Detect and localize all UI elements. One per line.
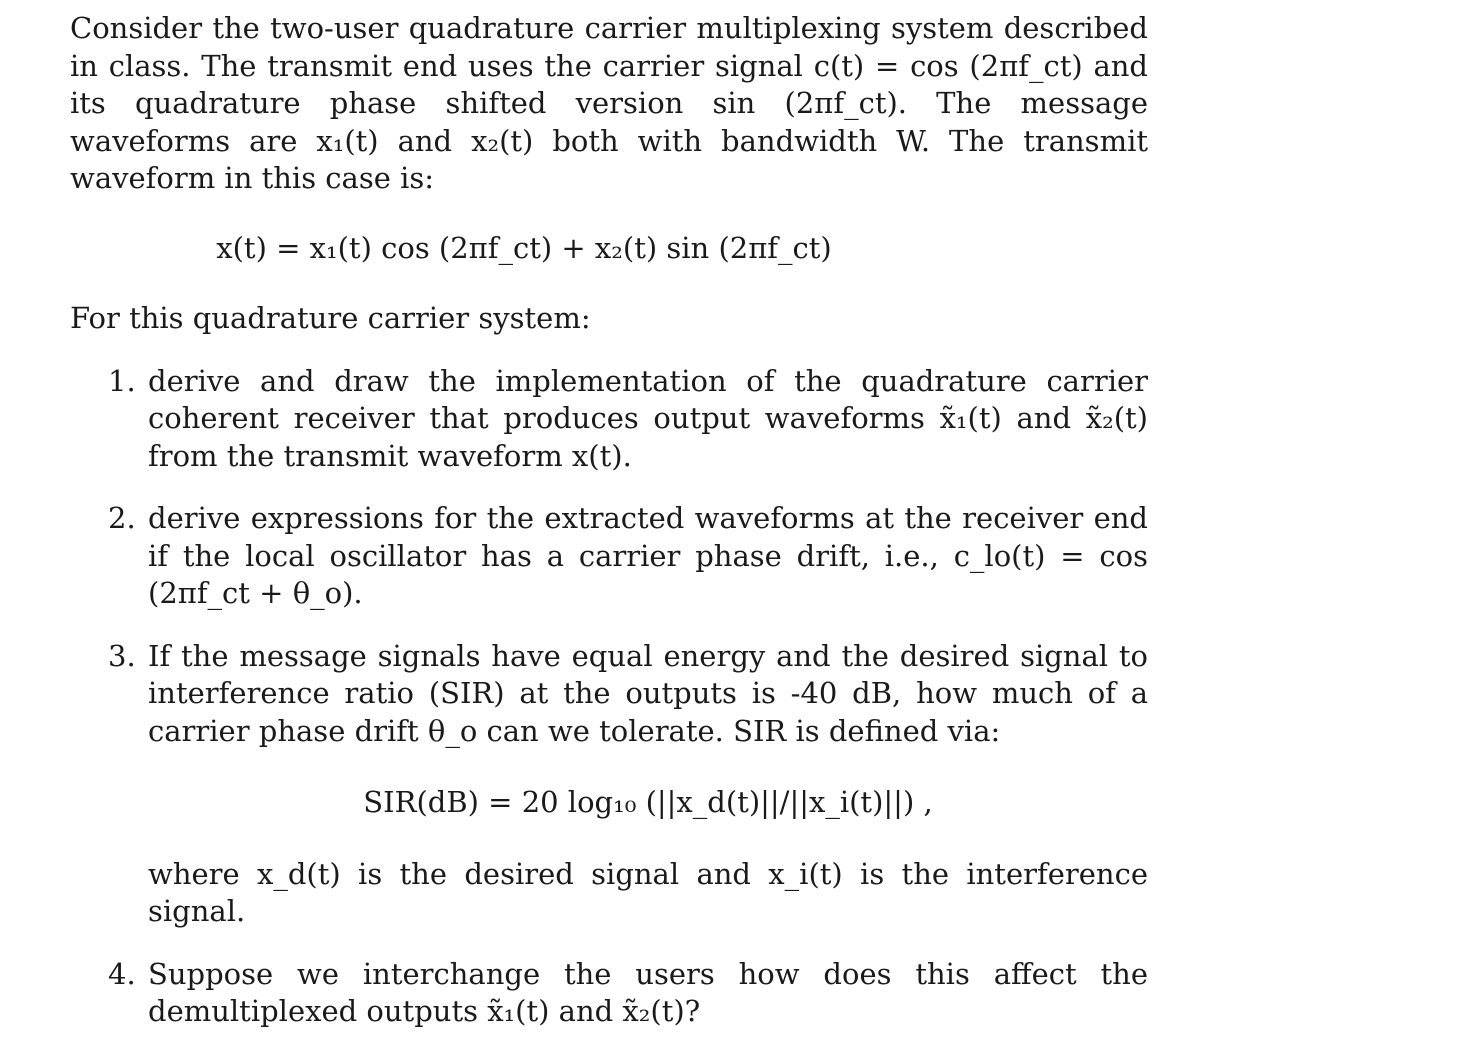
list-item xyxy=(70,638,1148,931)
question-list xyxy=(70,363,1148,1031)
item-number: 3. xyxy=(108,638,136,673)
item-text: Suppose we interchange the users how does this affect the demultiplexed outputs x̃₁(t) and x̃₂(t)? xyxy=(148,956,1148,1028)
list-item xyxy=(70,956,1148,1031)
sir-equation: SIR(dB) = 20 log₁₀ (||x_d(t)||/||x_i(t)||) , xyxy=(363,785,933,819)
item-number: 1. xyxy=(108,363,136,398)
list-item xyxy=(70,363,1148,476)
problem-statement xyxy=(70,10,1148,1056)
item-number: 2. xyxy=(108,501,136,535)
lead-in-text: For this quadrature carrier system: xyxy=(70,301,591,335)
list-item xyxy=(70,500,1148,613)
intro-paragraph: Consider the two-user quadrature carrier multiplexing system described in class. The transmit end uses the carrier signal c(t) = cos (2πf_ct) and its quadrature phase shifted version sin (2πf_ct). The message waveforms are x₁(t) and x₂(t) both with bandwidth W. The transmit waveform in this case is: xyxy=(70,11,1148,195)
transmit-equation: x(t) = x₁(t) cos (2πf_ct) + x₂(t) sin (2πf_ct) xyxy=(216,230,832,265)
item-text: derive expressions for the extracted waveforms at the receiver end if the local oscillator has a carrier phase drift, i.e., c_lo(t) = cos (2πf_ct + θ_o). xyxy=(148,501,1148,610)
item-number: 4. xyxy=(108,956,136,991)
item-text: derive and draw the implementation of the quadrature carrier coherent receiver that produces output waveforms x̃₁(t) and x̃₂(t) from the transmit waveform x(t). xyxy=(148,363,1148,473)
sir-followup-text: where x_d(t) is the desired signal and x_i(t) is the interference signal. xyxy=(148,856,1148,928)
item-text: If the message signals have equal energy and the desired signal to interference ratio (SIR) at the outputs is -40 dB, how much of a carrier phase drift θ_o can we tolerate. SIR is defined via: xyxy=(148,638,1148,748)
